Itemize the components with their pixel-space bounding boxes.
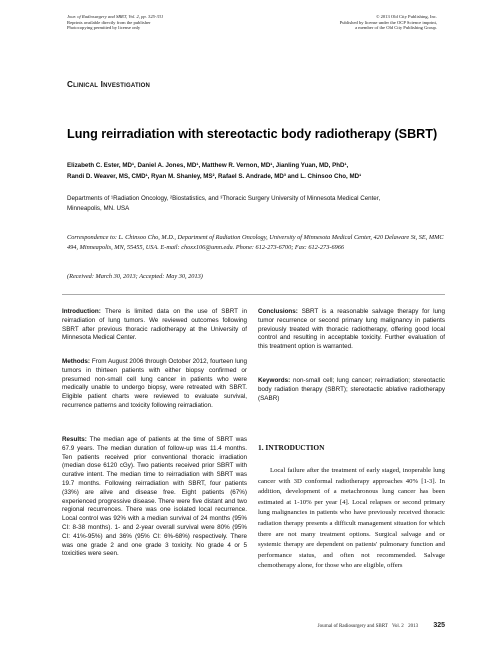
- keywords-text: non-small cell; lung cancer; reirradiation; stereotactic body radiation therapy (SBRT); stereotactic ablative radiotherapy (SABR): [258, 377, 446, 402]
- keywords-label: Keywords:: [258, 377, 291, 384]
- results-text: The median age of patients at the time of SBRT was 67.9 years. The median duration of follow-up was 11.4 months. Ten patients received prior conventional thoracic irradiation (median dose 6120 cGy). Two patients received prior SBRT with curative intent. The median time to reirradiation with SBRT was 19.7 months. Following reirradiation with SBRT, four patients (33%) are alive and disease free. Eight patients (67%) experienced progressive disease. There were five distant and two regional recurrences. There was one isolated local recurrence. Local control was 92% with a median survival of 24 months (95% CI: 8-38 months). 1- and 2-year overall survival were 80% (95% CI: 41%-95%) and 36% (95% CI: 6%-68%) respectively. There was one grade 2 and one grade 3 toxicity. No grade 4 or 5 toxicities were seen.: [62, 436, 248, 558]
- author-line-1: Elizabeth C. Ester, MD¹, Daniel A. Jones, MD¹, Matthew R. Vernon, MD¹, Jianling Yuan, MD, PhD¹,: [67, 162, 349, 169]
- introduction-text: There is limited data on the use of SBRT in reirradiation of lung tumors. We reviewed outcomes following SBRT after previous thoracic radiotherapy at the University of Minnesota Medical Center.: [62, 308, 247, 342]
- member-line: a member of the Old City Publishing Group.: [355, 25, 437, 31]
- introduction-body: Local failure after the treatment of early staged, inoperable lung cancer with 3D conformal radiotherapy approaches 40% [1-3]. In addition, development of a metachronous lung cancer has been estimated at 1-10% per year [4]. Local relapses or second primary lung malignancies in patients who have previously received thoracic radiation therapy presents a difficult management situation for which there are not many treatment options. Surgical salvage and or systemic therapy are dependent on patients' pulmonary function and performance status, and often not recommended. Salvage chemotherapy alone, for those who are eligible, offers: [258, 467, 445, 570]
- methods-text: From August 2006 through October 2012, fourteen lung tumors in thirteen patients with either biopsy confirmed or presumed non-small cell lung cancer in patients who were medically unable to undergo biopsy, were retreated with SBRT. Eligible patient charts were reviewed to evaluate survival, recurrence patterns and toxicity following reirradiation.: [62, 358, 248, 409]
- footer-year: 2013: [408, 624, 419, 629]
- correspondence: Correspondence to: L. Chinsoo Cho, M.D., Department of Radiation Oncology, University of Minnesota Medical Center, 420 Delaware St, SE, MMC 494, Minneapolis, MN, 55455, USA. E-mail: choxx106@umn.edu. Phone: 612-273-6700; Fax: 612-273-6966: [67, 234, 444, 251]
- article-title: Lung reirradiation with stereotactic body radiotherapy (SBRT): [67, 127, 438, 141]
- license-line: Published by license under the OCP Science imprint,: [339, 19, 437, 25]
- results-label: Results:: [62, 436, 87, 443]
- abstract-conclusions: [258, 308, 445, 352]
- abstract-keywords: [258, 377, 445, 403]
- affiliation-line-1: Departments of ¹Radiation Oncology, ²Biostatistics, and ³Thoracic Surgery University of Minnesota Medical Center,: [67, 195, 381, 202]
- abstract-introduction: [62, 308, 247, 343]
- introduction-heading: 1. INTRODUCTION: [258, 443, 325, 452]
- footer-journal: Journal of Radiosurgery and SBRT: [317, 624, 388, 629]
- section-label-text: Clinical Investigation: [67, 80, 151, 89]
- running-header-left: [67, 14, 163, 31]
- footer-volume: Vol. 2: [391, 624, 404, 629]
- page-footer: [318, 622, 445, 629]
- author-line-2: Randi D. Weaver, MS, CMD¹, Ryan M. Shanley, MS², Rafael S. Andrade, MD³ and L. Chinsoo Cho, MD¹: [67, 172, 362, 180]
- conclusions-text: SBRT is a reasonable salvage therapy for lung tumor recurrence or second primary lung malignancy in patients previously treated with thoracic radiotherapy, offering good local control and resulting in acceptable toxicity. Further evaluation of this treatment option is warranted.: [258, 308, 445, 351]
- conclusions-label: Conclusions:: [258, 308, 298, 315]
- affiliations: [67, 194, 447, 214]
- article-section-label: [67, 80, 150, 89]
- reprints-note: Reprints available directly from the publisher: [67, 19, 151, 25]
- running-header-right: [340, 14, 437, 31]
- author-list: [67, 161, 447, 183]
- received-dates: (Received: March 30, 2013; Accepted: May 30, 2013): [67, 273, 203, 280]
- photocopy-note: Photocopying permitted by license only: [67, 25, 141, 31]
- copyright-line: © 2013 Old City Publishing, Inc.: [375, 14, 437, 19]
- methods-label: Methods:: [62, 358, 90, 365]
- journal-citation: Jour. of Radiosurgery and SBRT, Vol. 2, pp. 325-331: [67, 14, 164, 19]
- abstract-divider: [62, 294, 445, 295]
- abstract-results: [62, 436, 247, 559]
- introduction-label: Introduction:: [62, 308, 101, 315]
- page-number: 325: [433, 622, 445, 629]
- affiliation-line-2: Minneapolis, MN. USA: [67, 205, 130, 212]
- abstract-methods: [62, 358, 247, 411]
